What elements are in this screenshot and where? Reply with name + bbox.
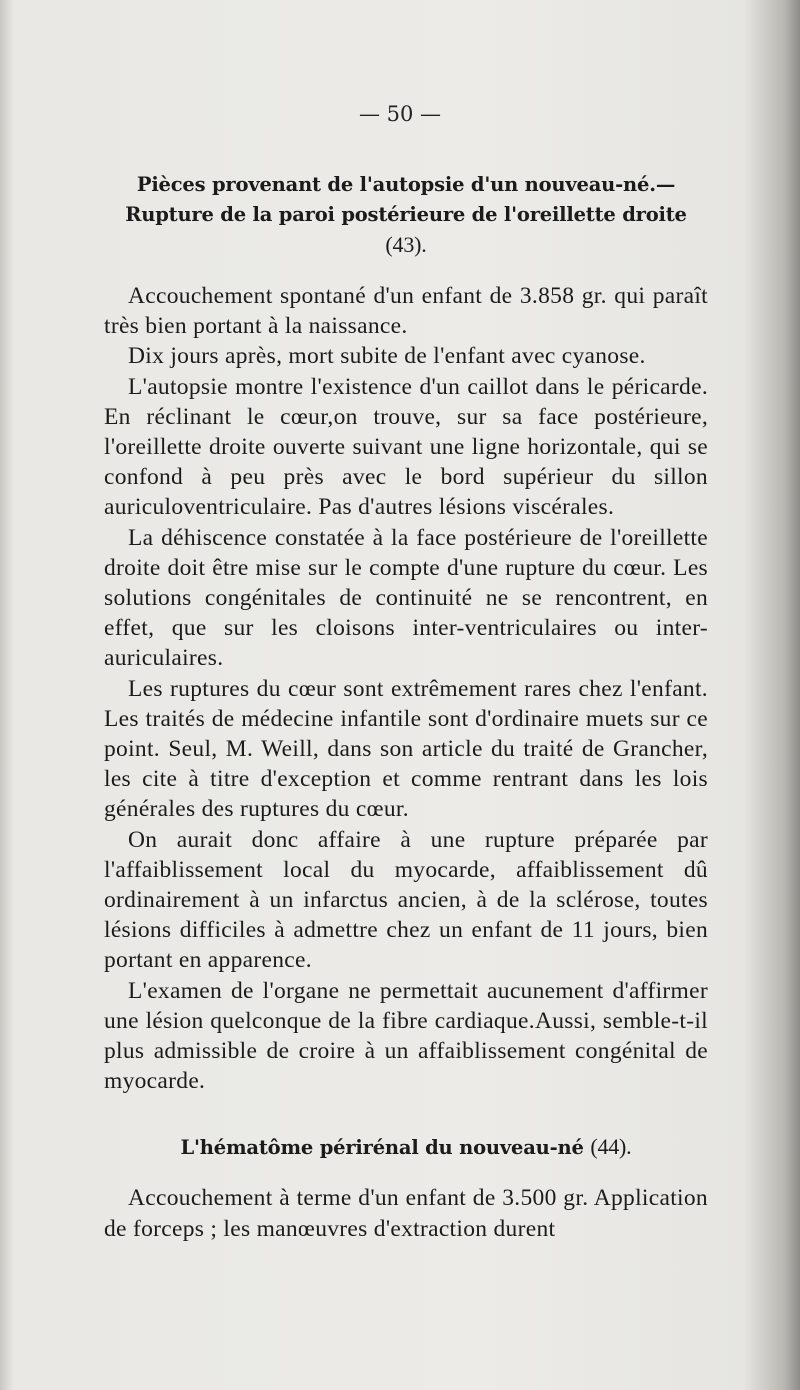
paragraph: Accouchement à terme d'un enfant de 3.500 gr. Application de forceps ; les manœuvres d'extraction durent (104, 1185, 708, 1242)
section-heading-autopsy-ref: (43). (385, 232, 427, 257)
paragraph: Dix jours après, mort subite de l'enfant avec cyanose. (128, 343, 646, 370)
page-text (104, 170, 708, 1244)
paragraph: L'autopsie montre l'existence d'un caillot dans le péricarde. En réclinant le cœur,on trouve, sur sa face postérieure, l'oreillette droite ouverte suivant une ligne horizontale, qui se confond à peu près avec le bord supérieur du sillon auriculoventriculaire. Pas d'autres lésions viscérales. (104, 373, 708, 521)
section-heading-hematoma-ref: (44). (590, 1134, 632, 1160)
section-heading-hematoma (104, 1132, 708, 1163)
section-heading-autopsy (104, 170, 708, 261)
section-heading-autopsy-title: Pièces provenant de l'autopsie d'un nouveau-né.—Rupture de la paroi postérieure de l'oreillette droite (125, 173, 687, 226)
section-heading-hematoma-title: L'hématôme périrénal du nouveau-né (180, 1136, 584, 1160)
paragraph: La déhiscence constatée à la face postérieure de l'oreillette droite doit être mise sur le compte d'une rupture du cœur. Les solutions congénitales de continuité ne se rencontrent, en effet, que sur les cloisons inter-ventriculaires ou inter-auriculaires. (104, 524, 708, 672)
paragraph: Les ruptures du cœur sont extrêmement rares chez l'enfant. Les traités de médecine infantile sont d'ordinaire muets sur ce point. Seul, M. Weill, dans son article du traité de Grancher, les cite à titre d'exception et comme rentrant dans les lois générales des ruptures du cœur. (104, 675, 708, 823)
page-number: — 50 — (358, 102, 442, 126)
paragraph: On aurait donc affaire à une rupture préparée par l'affaiblissement local du myocarde, affaiblissement dû ordinairement à un infarctus ancien, à de la sclérose, toutes lésions difficiles à admettre chez un enfant de 11 jours, bien portant en apparence. (104, 826, 708, 974)
paragraph: Accouchement spontané d'un enfant de 3.858 gr. qui paraît très bien portant à la naissance. (104, 283, 708, 340)
paragraph: L'examen de l'organe ne permettait aucunement d'affirmer une lésion quelconque de la fibre cardiaque.Aussi, semble-t-il plus admissible de croire à un affaiblissement congénital de myocarde. (104, 977, 708, 1095)
